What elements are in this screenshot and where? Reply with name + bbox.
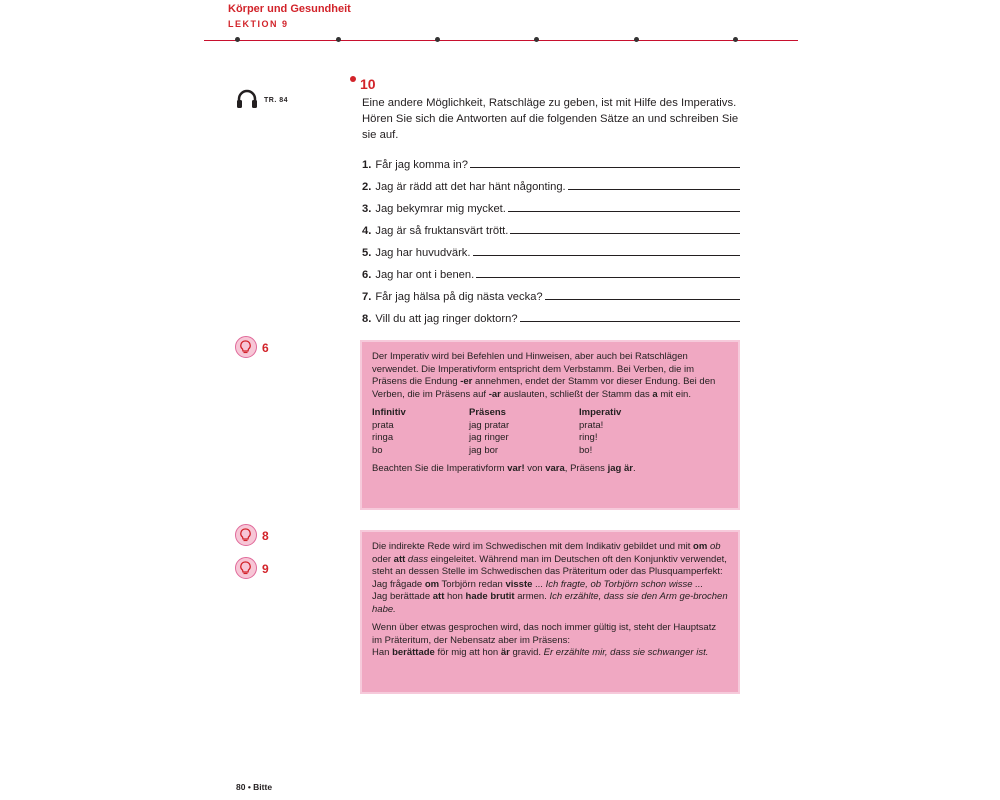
item-sentence: Jag är så fruktansvärt trött.: [375, 225, 509, 237]
text-run: mit ein.: [657, 388, 691, 400]
grammar-paragraph: [372, 541, 728, 579]
grammar-box-indirect-speech: [362, 532, 738, 692]
text-run: om: [424, 578, 440, 590]
example-sentence: [372, 579, 728, 592]
text-run: Jag berättade: [372, 591, 433, 602]
item-sentence: Jag har huvudvärk.: [375, 247, 471, 259]
text-run: gravid.: [509, 647, 544, 658]
brand-logo: Bitte: [253, 782, 273, 792]
text-run: Die indirekte Rede wird im Schwedischen mit dem Indikativ gebildet und mit: [372, 541, 694, 552]
item-sentence: Jag är rädd att det har hänt någonting.: [375, 181, 566, 193]
text-run: von: [524, 463, 546, 474]
exercise-item: [362, 265, 740, 281]
exercise-item: [362, 309, 740, 325]
text-run: hon: [444, 591, 466, 602]
text-run: om: [693, 541, 708, 552]
text-run: , Präsens: [564, 463, 608, 474]
text-run: Jag frågade: [372, 578, 425, 590]
exercise-dot: [350, 76, 356, 82]
item-number: 7.: [362, 291, 372, 303]
text-run: att: [432, 591, 445, 602]
rule-dot: [733, 37, 738, 42]
item-sentence: Jag bekymrar mig mycket.: [375, 203, 506, 215]
table-cell: bo!: [579, 444, 593, 456]
page-footer: [236, 782, 272, 792]
answer-line[interactable]: [508, 211, 740, 212]
text-run: ...: [532, 578, 546, 590]
grammar-ref-number: 8: [262, 529, 269, 543]
item-sentence: Får jag hälsa på dig nästa vecka?: [375, 291, 543, 303]
grammar-note: [372, 463, 728, 476]
table-header: Imperativ: [579, 407, 622, 418]
text-run: Torbjörn redan: [439, 578, 506, 590]
headphones-icon: [236, 89, 258, 109]
text-run: att: [393, 553, 406, 565]
text-run: Beachten Sie die Imperativform: [372, 463, 508, 474]
exercise-item: [362, 287, 740, 303]
table-cell: jag bor: [469, 444, 499, 456]
table-cell: jag ringer: [469, 432, 509, 443]
track-number: TR. 84: [264, 97, 289, 104]
text-run: a: [652, 388, 658, 400]
table-cell: ringa: [372, 432, 394, 443]
rule-dot: [435, 37, 440, 42]
table-cell: bo: [372, 444, 383, 456]
text-run: auslauten, schließt der Stamm das: [500, 388, 653, 400]
text-run: ob: [709, 541, 721, 552]
grammar-ref-number: 9: [262, 562, 269, 576]
table-header: Infinitiv: [372, 407, 406, 418]
text-run: dass: [407, 553, 428, 565]
text-run: eingeleitet. Während man im Deutschen oft den Konjunktiv verwendet, steht an dessen Stelle im Schwedischen das Präteritum oder das Plusquamperfekt:: [372, 553, 727, 577]
item-number: 1.: [362, 159, 372, 171]
answer-line[interactable]: [470, 167, 740, 168]
table-cell: prata: [372, 419, 394, 431]
answer-line[interactable]: [520, 321, 740, 322]
rule-dot: [534, 37, 539, 42]
text-run: jag är: [607, 463, 633, 474]
answer-line[interactable]: [545, 299, 740, 300]
grammar-box-imperative: [362, 342, 738, 508]
text-run: .: [632, 463, 636, 474]
grammar-paragraph: [372, 351, 728, 401]
example-sentence: [372, 647, 728, 660]
text-run: armen.: [514, 591, 550, 602]
page-number: 80 •: [236, 782, 254, 792]
answer-line[interactable]: [568, 189, 740, 190]
verb-table: [372, 407, 728, 457]
text-run: hade brutit: [465, 591, 515, 602]
text-run: för mig att hon: [434, 647, 501, 658]
text-run: vara: [545, 463, 565, 474]
item-number: 6.: [362, 269, 372, 281]
item-sentence: Får jag komma in?: [375, 159, 468, 171]
text-run: är: [500, 647, 510, 658]
item-number: 8.: [362, 313, 372, 325]
item-sentence: Vill du att jag ringer doktorn?: [375, 313, 518, 325]
answer-line[interactable]: [476, 277, 740, 278]
table-cell: prata!: [579, 419, 604, 431]
rule-dot: [336, 37, 341, 42]
text-run: Ich fragte, ob Torbjörn schon wisse ...: [545, 578, 704, 590]
exercise-item: [362, 221, 740, 237]
text-run: Er erzählte mir, dass sie schwanger ist.: [543, 647, 709, 658]
item-number: 3.: [362, 203, 372, 215]
lesson-label: LEKTION 9: [228, 19, 289, 29]
text-run: Ich erzählte, dass sie den Arm ge-brochen habe.: [372, 591, 728, 615]
lightbulb-icon: [235, 524, 257, 546]
exercise-item: [362, 155, 740, 171]
text-run: annehmen, endet der Stamm vor dieser Endung. Bei den Verben, die im Präsens auf: [372, 376, 716, 400]
lightbulb-icon: [235, 336, 257, 358]
item-number: 2.: [362, 181, 372, 193]
text-run: Han: [372, 647, 393, 658]
rule-dot: [634, 37, 639, 42]
rule-dot: [235, 37, 240, 42]
header-rule: [204, 40, 798, 41]
exercise-instruction: Eine andere Möglichkeit, Ratschläge zu geben, ist mit Hilfe des Imperativs. Hören Sie sich die Antworten auf die folgenden Sätze an und schreiben Sie sie auf.: [362, 97, 739, 141]
exercise-number: 10: [360, 76, 376, 92]
chapter-title: Körper und Gesundheit: [228, 3, 351, 15]
example-sentence: [372, 591, 728, 616]
item-number: 4.: [362, 225, 372, 237]
text-run: berättade: [392, 647, 435, 658]
grammar-paragraph: Wenn über etwas gesprochen wird, das noch immer gültig ist, steht der Hauptsatz im Präteritum, der Nebensatz aber im Präsens:: [372, 622, 717, 646]
table-cell: ring!: [579, 432, 598, 443]
table-cell: jag pratar: [469, 419, 510, 431]
text-run: -er: [460, 376, 473, 387]
exercise-item: [362, 243, 740, 259]
answer-line[interactable]: [510, 233, 740, 234]
table-header: Präsens: [469, 407, 506, 418]
text-run: -ar: [488, 388, 501, 400]
text-run: oder: [372, 553, 394, 565]
item-sentence: Jag har ont i benen.: [375, 269, 475, 281]
exercise-item: [362, 177, 740, 193]
exercise-item: [362, 199, 740, 215]
text-run: var!: [507, 463, 525, 474]
text-run: Der Imperativ wird bei Befehlen und Hinweisen, aber auch bei Ratschlägen verwendet. Die Imperativform entspricht dem Verbstamm. Bei Verben, die im Präsens die Endung: [372, 351, 695, 387]
text-run: visste: [505, 578, 533, 590]
item-number: 5.: [362, 247, 372, 259]
grammar-ref-number: 6: [262, 341, 269, 355]
answer-line[interactable]: [473, 255, 741, 256]
lightbulb-icon: [235, 557, 257, 579]
